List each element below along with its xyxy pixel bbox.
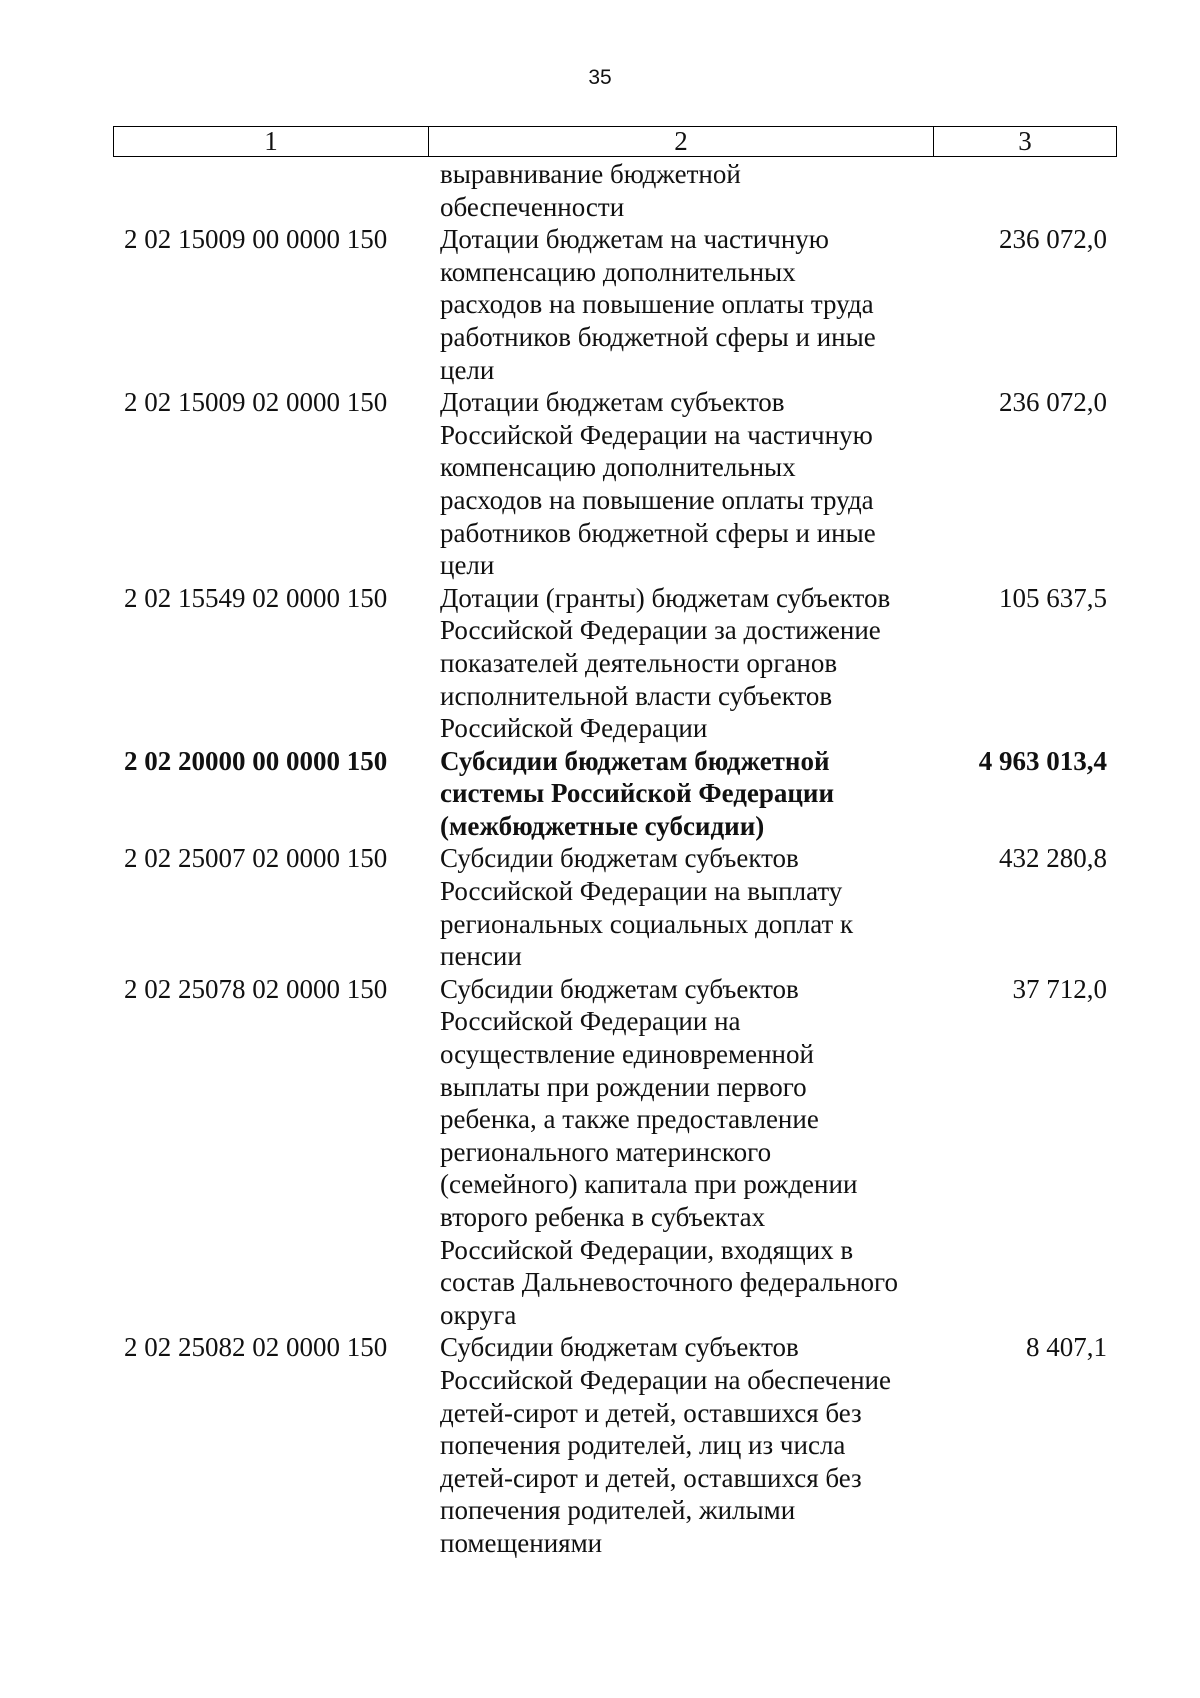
revenue-name-line: состав Дальневосточного федерального: [440, 1267, 898, 1298]
budget-code: 2 02 25078 02 0000 150: [124, 973, 388, 1004]
amount: 236 072,0: [999, 224, 1107, 255]
budget-code: 2 02 20000 00 0000 150: [124, 745, 388, 776]
table-row: [0, 158, 1200, 223]
revenue-name-line: Российской Федерации на обеспечение: [440, 1364, 891, 1395]
revenue-name-line: осуществление единовременной: [440, 1039, 814, 1070]
header-col-3: 3: [1018, 126, 1032, 156]
amount: 105 637,5: [999, 582, 1107, 613]
header-col-1: 1: [114, 127, 429, 156]
budget-code: 2 02 15549 02 0000 150: [124, 582, 388, 613]
revenue-name-line: обеспеченности: [440, 191, 625, 222]
budget-code: 2 02 15009 02 0000 150: [124, 387, 388, 418]
revenue-name: [440, 842, 950, 972]
revenue-name-line: Российской Федерации на частичную: [440, 419, 873, 450]
amount: [950, 158, 1107, 223]
revenue-name-line: региональных социальных доплат к: [440, 908, 854, 939]
revenue-name-line: второго ребенка в субъектах: [440, 1202, 766, 1232]
revenue-name-line: Субсидии бюджетам субъектов: [440, 843, 799, 874]
table-header: [113, 126, 1117, 157]
amount: 8 407,1: [1026, 1332, 1107, 1363]
revenue-name: [440, 582, 950, 745]
revenue-name-line: Российской Федерации за достижение: [440, 615, 881, 646]
revenue-name-line: Субсидии бюджетам бюджетной: [440, 745, 830, 776]
table-row: [0, 386, 1200, 582]
revenue-name-line: детей-сирот и детей, оставшихся без: [440, 1462, 862, 1493]
revenue-name-line: выплаты при рождении первого: [440, 1071, 807, 1102]
budget-code: [0, 158, 440, 223]
revenue-name-line: исполнительной власти субъектов: [440, 680, 833, 711]
page-number: 35: [588, 66, 612, 89]
revenue-name-line: (семейного) капитала при рождении: [440, 1169, 858, 1200]
revenue-name-line: работников бюджетной сферы и иные: [440, 321, 876, 352]
table-row: [0, 745, 1200, 843]
revenue-name-line: регионального материнского: [440, 1136, 772, 1167]
revenue-name-line: расходов на повышение оплаты труда: [440, 484, 874, 515]
revenue-name-line: Дотации (гранты) бюджетам субъектов: [440, 582, 891, 613]
revenue-name-line: помещениями: [440, 1527, 603, 1558]
revenue-name-line: расходов на повышение оплаты труда: [440, 289, 874, 320]
revenue-name-line: Российской Федерации, входящих в: [440, 1234, 854, 1265]
budget-code: 2 02 25082 02 0000 150: [124, 1332, 388, 1363]
revenue-name-line: Дотации бюджетам субъектов: [440, 387, 785, 418]
revenue-name: [440, 973, 950, 1332]
table-row: [0, 973, 1200, 1332]
revenue-name-line: выравнивание бюджетной: [440, 159, 741, 189]
table-row: [0, 223, 1200, 386]
revenue-name: [440, 1331, 950, 1559]
revenue-name-line: Российской Федерации: [440, 713, 708, 744]
table-body: [0, 158, 1200, 1560]
revenue-name-line: пенсии: [440, 941, 522, 972]
revenue-name-line: системы Российской Федерации: [440, 778, 835, 809]
header-col-2: 2: [429, 127, 934, 156]
revenue-name-line: детей-сирот и детей, оставшихся без: [440, 1397, 862, 1428]
table-row: [0, 1331, 1200, 1559]
revenue-name-line: цели: [440, 354, 495, 385]
revenue-name-line: цели: [440, 550, 495, 581]
budget-code: 2 02 15009 00 0000 150: [124, 224, 388, 255]
amount: 4 963 013,4: [978, 745, 1107, 776]
revenue-name-line: ребенка, а также предоставление: [440, 1104, 819, 1135]
revenue-name-line: округа: [440, 1299, 517, 1330]
revenue-name-line: показателей деятельности органов: [440, 647, 838, 678]
budget-code: 2 02 25007 02 0000 150: [124, 843, 388, 874]
revenue-name-line: компенсацию дополнительных: [440, 256, 796, 287]
revenue-name: [440, 223, 950, 386]
amount: 432 280,8: [999, 843, 1107, 874]
revenue-name-line: (межбюджетные субсидии): [440, 810, 765, 841]
amount: 236 072,0: [999, 387, 1107, 418]
revenue-name-line: попечения родителей, лиц из числа: [440, 1430, 846, 1461]
revenue-name-line: попечения родителей, жилыми: [440, 1495, 796, 1526]
table-row: [0, 842, 1200, 972]
amount: 37 712,0: [1012, 973, 1107, 1004]
revenue-name: [440, 158, 950, 223]
revenue-name-line: работников бюджетной сферы и иные: [440, 517, 876, 548]
revenue-name-line: Дотации бюджетам на частичную: [440, 224, 829, 255]
revenue-name-line: Российской Федерации на выплату: [440, 876, 843, 907]
table-row: [0, 582, 1200, 745]
revenue-name: [440, 745, 950, 843]
revenue-name-line: компенсацию дополнительных: [440, 452, 796, 483]
revenue-name-line: Субсидии бюджетам субъектов: [440, 973, 799, 1004]
revenue-name-line: Российской Федерации на: [440, 1006, 741, 1037]
revenue-name-line: Субсидии бюджетам субъектов: [440, 1332, 799, 1363]
revenue-name: [440, 386, 950, 582]
